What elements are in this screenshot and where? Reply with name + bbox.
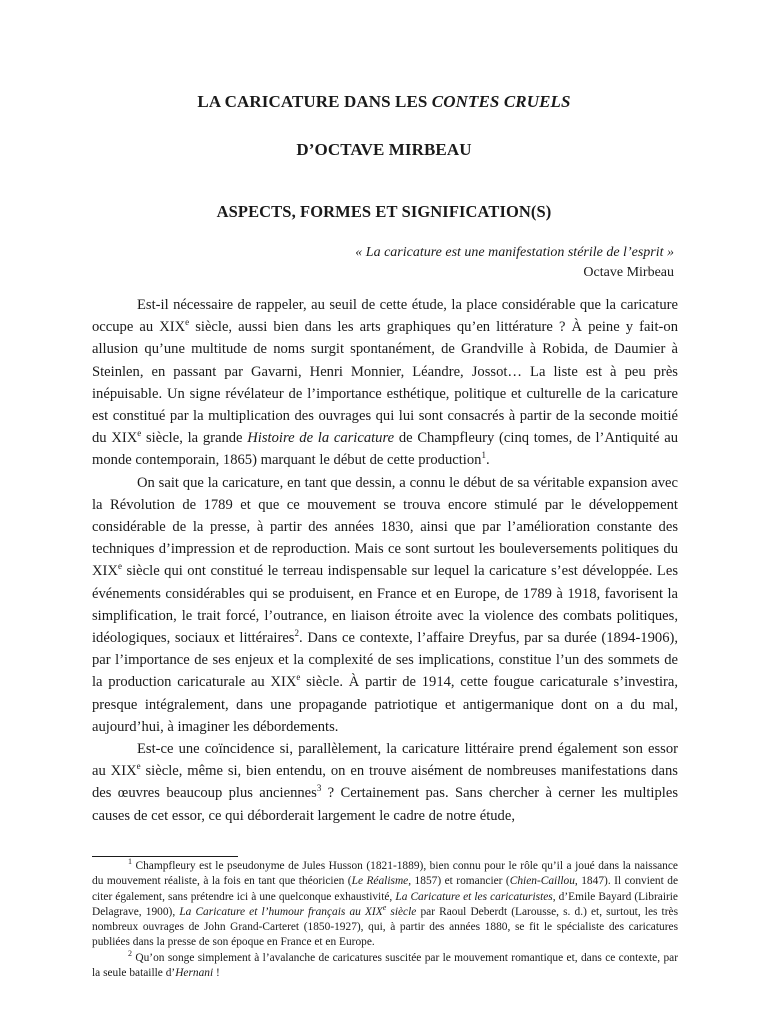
footnote-1: $^1$ Champfleury est le pseudonyme de Jules Husson (1821-1889), bien connu pour le rôle qu’il a joué dans la naissance du mouvement réaliste, à la fois en tant que théoricien (Le Réalisme, 1857) et romancier (Chien-Caillou, 1847). Il convient de citer également, sans prétendre ici à une quelconque exhaustivité, La Caricature et les caricaturistes, d’Emile Bayard (Librairie Delagrave, 1900), La Caricature et l’humour français au XIXe siècle par Raoul Deberdt (Larousse, s. d.) et, surtout, les très nombreux ouvrages de John Grand-Carteret (1850-1927), qui, à partir des années 1880, se fit le spécialiste des caricatures publiées dans la presse de son époque en France et en Europe. <box>92 857 679 949</box>
subtitle: ASPECTS, FORMES ET SIGNIFICATION(S) <box>216 202 552 221</box>
epigraph-quote: « La caricature est une manifestation stérile de l’esprit » <box>355 245 674 260</box>
footnotes <box>92 859 678 981</box>
paragraph-1: Est-il nécessaire de rappeler, au seuil de cette étude, la place considérable que la caricature occupe au XIXe siècle, aussi bien dans les arts graphiques qu’en littérature ? À peine y fait-on allusion qu’une multitude de noms surgit spontanément, de Grandville à Robida, de Daumier à Steinlen, en passant par Gavarni, Henri Monnier, Léandre, Jossot… La liste est à peu près inépuisable. Un signe révélateur de l’importance esthétique, politique et culturelle de la caricature est constitué par la multiplication des ouvrages qui lui sont consacrés à partir de la seconde moitié du XIXe siècle, la grande Histoire de la caricature de Champfleury (cinq tomes, de l’Antiquité au monde contemporain, 1865) marquant le début de cette production$^1$. <box>92 297 679 469</box>
body-text <box>92 294 678 827</box>
title-italic: CONTES CRUELS <box>431 92 571 111</box>
footnote-2: $^2$ Qu’on songe simplement à l’avalanche de caricatures suscitée par le mouvement romantique et, dans ce contexte, par la seule bataille d’Hernani ! <box>92 948 678 980</box>
footnote-separator <box>92 856 238 857</box>
footnote-ref-3[interactable]: 3 <box>316 783 322 794</box>
epigraph-author: Octave Mirbeau <box>583 265 674 280</box>
footnote-ref-2[interactable]: 2 <box>294 628 299 639</box>
footnote-ref-1[interactable]: 1 <box>481 450 486 461</box>
title-line-2: D’OCTAVE MIRBEAU <box>296 140 472 159</box>
paragraph-2: On sait que la caricature, en tant que dessin, a connu le début de sa véritable expansion avec la Révolution de 1789 et que ce mouvement se trouva encore stimulé par le développement considérable de la presse, à partir des années 1830, ainsi que par l’amélioration constante des techniques d’impression et de reproduction. Mais ce sont surtout les bouleversements politiques du XIXe siècle qui ont constitué le terreau indispensable sur lequel la caricature s’est développée. Les événements considérables qui se produisent, en France et en Europe, de 1789 à 1918, favorisent la simplification, le trait forcé, l’outrance, en liaison étroite avec la violence des combats politiques, idéologiques, sociaux et littéraires$^2$. Dans ce contexte, l’affaire Dreyfus, par sa durée (1894-1906), par l’importance de ses enjeux et la complexité de ses implications, constitue l’un des sommets de la production caricaturale au XIXe siècle. À partir de 1914, cette fougue caricaturale s’investira, presque intégralement, dans une propagande patriotique et antigermanique dont on a du mal, aujourd’hui, à imaginer les débordements. <box>92 474 678 735</box>
paragraph-3: Est-ce une coïncidence si, parallèlement, la caricature littéraire prend également son essor au XIXe siècle, même si, bien entendu, on en trouve aisément de nombreuses manifestations dans des œuvres beaucoup plus anciennes$^3$ ? Certainement pas. Sans chercher à cerner les multiples causes de cet essor, ce qui déborderait largement le cadre de notre étude, <box>92 741 678 824</box>
epigraph <box>355 243 674 283</box>
title-line-1: LA CARICATURE DANS LES CONTES CRUELS <box>197 92 571 111</box>
